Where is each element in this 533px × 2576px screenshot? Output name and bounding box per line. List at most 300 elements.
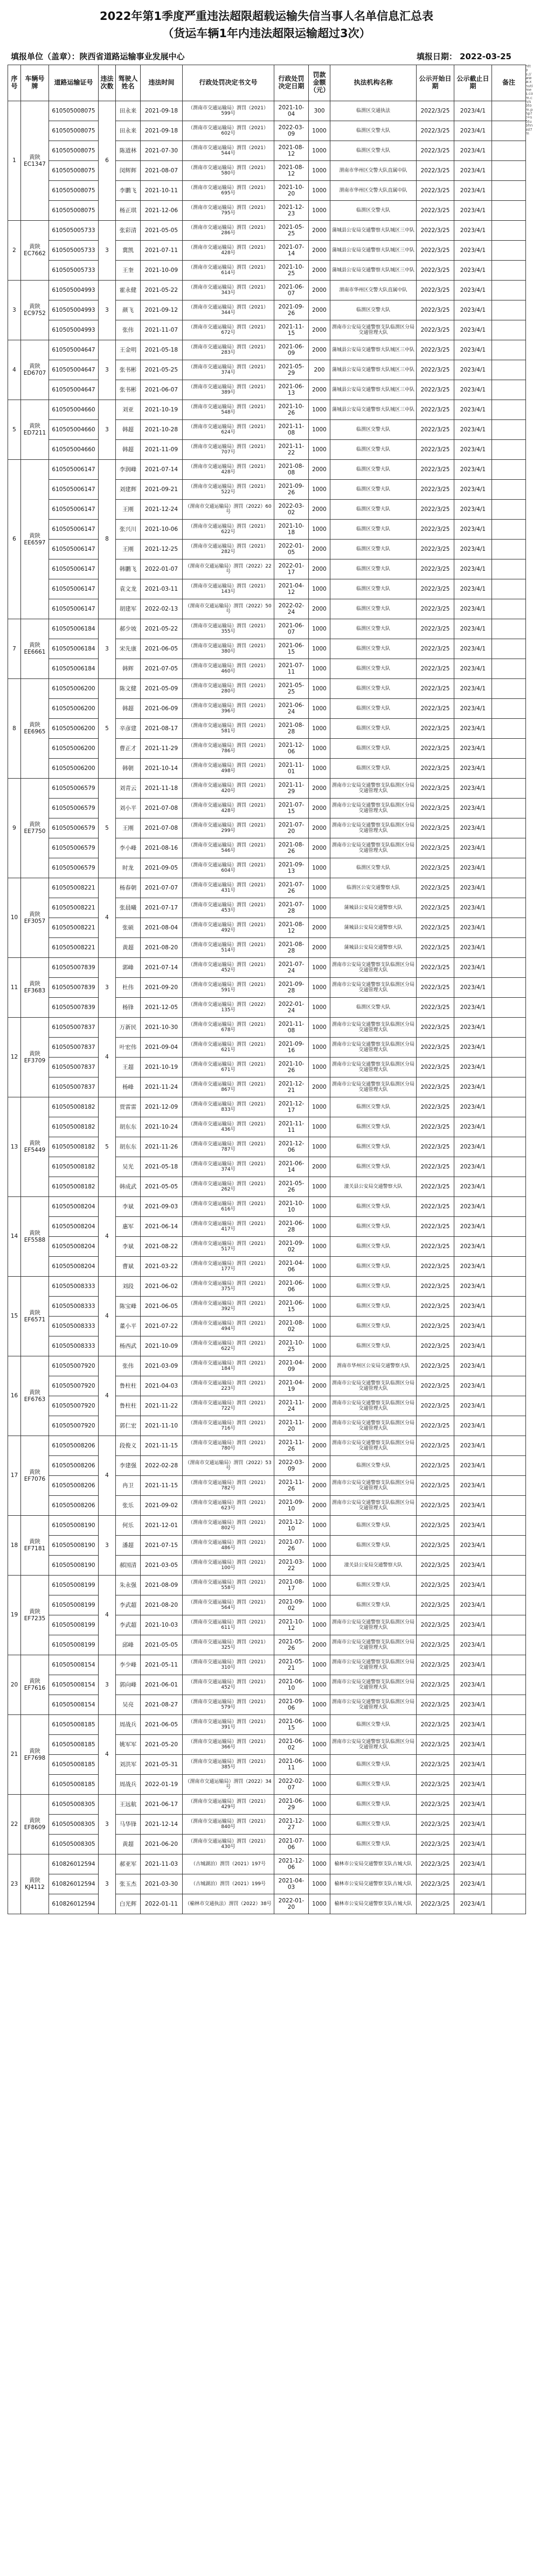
decision-date-cell: 2021-08-26 [274,838,309,858]
driver-name-cell: 张伟 [116,1356,141,1376]
violation-date-cell: 2021-09-18 [141,101,183,121]
remarks-cell [492,1217,526,1237]
violation-date-cell: 2021-05-22 [141,281,183,300]
agency-cell: 临渭区交警大队 [330,1715,417,1735]
violation-count-cell: 3 [99,400,116,460]
driver-name-cell: 郝国清 [116,1556,141,1576]
violation-date-cell: 2021-05-22 [141,619,183,639]
fine-amount-cell: 1000 [309,1336,330,1356]
violation-date-cell: 2021-03-22 [141,1257,183,1277]
violation-date-cell: 2021-05-25 [141,360,183,380]
agency-cell: 潼关县公安局交通警察大队 [330,1177,417,1197]
decision-date-cell: 2021-07-11 [274,659,309,679]
decision-date-cell: 2021-04-03 [274,1874,309,1894]
fine-amount-cell: 1000 [309,659,330,679]
decision-doc-cell: （渭南市交通运输局）渭罚（2021）299号 [183,818,274,838]
agency-cell: 临渭区交警大队 [330,480,417,500]
violation-count-cell: 4 [99,1197,116,1277]
permit-number-cell: 610505006200 [49,699,99,719]
decision-doc-cell: （渭南市交通运输局）渭罚（2021）786号 [183,739,274,759]
decision-date-cell: 2021-04-12 [274,579,309,599]
agency-cell: 蒲城县公安局交通警察大队城区三中队 [330,261,417,281]
table-row [8,460,526,480]
remarks-cell [492,679,526,699]
decision-date-cell: 2021-04-06 [274,1257,309,1277]
table-row [8,520,526,540]
decision-doc-cell: （渭南市交通运输局）渭罚（2021）385号 [183,1755,274,1775]
decision-date-cell: 2021-06-06 [274,1277,309,1297]
plate-number-cell: 黄陕EF6571 [21,1277,49,1356]
permit-number-cell: 610505008206 [49,1496,99,1516]
remarks-cell [492,818,526,838]
violation-date-cell: 2021-06-02 [141,1277,183,1297]
agency-cell: 渭南市华州区交警大队直属中队 [330,181,417,201]
decision-doc-cell: （渭南市交通运输局）渭罚（2021）366号 [183,1735,274,1755]
decision-doc-cell: （渭南市交通运输局）渭罚（2021）580号 [183,161,274,181]
driver-name-cell: 惠军 [116,1217,141,1237]
table-row [8,1137,526,1157]
row-number-cell: 18 [8,1516,21,1576]
driver-name-cell: 宋先康 [116,639,141,659]
permit-number-cell: 610505007839 [49,958,99,978]
violation-date-cell: 2021-11-10 [141,1416,183,1436]
remarks-cell [492,1755,526,1775]
remarks-cell [492,938,526,958]
decision-doc-cell: （渭南市交通运输局）渭罚（2021）494号 [183,1317,274,1336]
agency-cell: 渭南市公安局交通警察支队临渭区分局交通管理大队 [330,958,417,978]
violation-count-cell: 3 [99,619,116,679]
publicity-start-cell: 2022/3/25 [417,1177,454,1197]
fine-amount-cell: 1000 [309,1217,330,1237]
table-row [8,659,526,679]
publicity-start-cell: 2022/3/25 [417,898,454,918]
permit-number-cell: 610505007837 [49,1077,99,1097]
fine-amount-cell: 1000 [309,1277,330,1297]
agency-cell: 渭南市公安局交通警察支队临渭区分局交通管理大队 [330,1675,417,1695]
table-row [8,739,526,759]
publicity-start-cell: 2022/3/25 [417,1516,454,1536]
violation-date-cell: 2021-03-11 [141,579,183,599]
table-row [8,181,526,201]
publicity-end-cell: 2023/4/1 [454,1755,492,1775]
publicity-start-cell: 2022/3/25 [417,141,454,161]
fine-amount-cell: 2000 [309,599,330,619]
decision-doc-cell: （渭南市交通运输局）渭罚（2021）621号 [183,1038,274,1058]
remarks-cell [492,101,526,121]
publicity-start-cell: 2022/3/25 [417,1795,454,1815]
publicity-end-cell: 2023/4/1 [454,1695,492,1715]
violation-date-cell: 2021-05-05 [141,1635,183,1655]
decision-date-cell: 2021-06-07 [274,619,309,639]
driver-name-cell: 刘青云 [116,779,141,799]
decision-date-cell: 2021-06-15 [274,1297,309,1317]
decision-doc-cell: （渭南市交通运输局）渭罚（2021）280号 [183,679,274,699]
table-row [8,1436,526,1456]
fine-amount-cell: 1000 [309,978,330,998]
decision-doc-cell: （渭南市交通运输局）渭罚（2021）558号 [183,1576,274,1595]
plate-number-cell: 黄陕EF8609 [21,1795,49,1854]
publicity-end-cell: 2023/4/1 [454,520,492,540]
decision-date-cell: 2021-03-22 [274,1556,309,1576]
permit-number-cell: 610505008075 [49,141,99,161]
table-row [8,1356,526,1376]
permit-number-cell: 610505008182 [49,1097,99,1117]
publicity-start-cell: 2022/3/25 [417,818,454,838]
violation-date-cell: 2021-11-22 [141,1396,183,1416]
permit-number-cell: 610505006147 [49,520,99,540]
violation-date-cell: 2021-11-15 [141,1436,183,1456]
publicity-end-cell: 2023/4/1 [454,1097,492,1117]
remarks-cell [492,1635,526,1655]
violation-date-cell: 2021-06-17 [141,1795,183,1815]
table-row [8,1795,526,1815]
publicity-start-cell: 2022/3/25 [417,1117,454,1137]
remarks-cell [492,400,526,420]
remarks-cell [492,1456,526,1476]
violation-date-cell: 2021-06-05 [141,639,183,659]
table-row [8,559,526,579]
publicity-end-cell: 2023/4/1 [454,918,492,938]
agency-cell: 临渭区交警大队 [330,1516,417,1536]
publicity-start-cell: 2022/3/25 [417,360,454,380]
row-number-cell: 20 [8,1655,21,1715]
fine-amount-cell: 1000 [309,1715,330,1735]
decision-doc-cell: （渭南市交通运输局）渭罚（2022）135号 [183,998,274,1018]
fine-amount-cell: 1000 [309,639,330,659]
agency-cell: 蒲城县公安局交通警察大队 [330,938,417,958]
plate-number-cell: 黄陕EE6965 [21,679,49,779]
publicity-end-cell: 2023/4/1 [454,1476,492,1496]
driver-name-cell: 李小峰 [116,838,141,858]
agency-cell: 临渭区公安交通警察大队 [330,878,417,898]
decision-doc-cell: （渭南市交通运输局）渭罚（2021）622号 [183,1336,274,1356]
publicity-end-cell: 2023/4/1 [454,300,492,320]
remarks-cell [492,659,526,679]
violation-date-cell: 2021-03-05 [141,1556,183,1576]
decision-date-cell: 2021-12-17 [274,1097,309,1117]
decision-date-cell: 2021-09-06 [274,1695,309,1715]
table-row [8,1038,526,1058]
agency-cell: 渭南市华州区交警大队直属中队 [330,281,417,300]
driver-name-cell: 王超 [116,1058,141,1077]
permit-number-cell: 610505008333 [49,1336,99,1356]
publicity-start-cell: 2022/3/25 [417,1038,454,1058]
fine-amount-cell: 1000 [309,759,330,779]
permit-number-cell: 610505004660 [49,440,99,460]
decision-doc-cell: （渭南市交通运输局）渭罚（2021）602号 [183,121,274,141]
permit-number-cell: 610505007920 [49,1376,99,1396]
decision-date-cell: 2021-09-10 [274,1496,309,1516]
publicity-start-cell: 2022/3/25 [417,460,454,480]
permit-number-cell: 610505004647 [49,360,99,380]
agency-cell: 渭南市公安局交通警察支队临渭区分局交通管理大队 [330,1376,417,1396]
fine-amount-cell: 1000 [309,878,330,898]
publicity-end-cell: 2023/4/1 [454,201,492,221]
publicity-end-cell: 2023/4/1 [454,1615,492,1635]
violation-date-cell: 2021-09-05 [141,858,183,878]
decision-date-cell: 2021-07-15 [274,799,309,818]
violation-date-cell: 2022-01-19 [141,1775,183,1795]
agency-cell: 蒲城县公安局交通警察大队 [330,918,417,938]
publicity-end-cell: 2023/4/1 [454,1038,492,1058]
fine-amount-cell: 1000 [309,1854,330,1874]
agency-cell: 蒲城县公安局交通警察大队城区三中队 [330,400,417,420]
plate-number-cell: 黄陕EF7076 [21,1436,49,1516]
fine-amount-cell: 1000 [309,1675,330,1695]
fine-amount-cell: 2000 [309,1356,330,1376]
publicity-end-cell: 2023/4/1 [454,739,492,759]
violation-date-cell: 2021-11-15 [141,1476,183,1496]
publicity-start-cell: 2022/3/25 [417,380,454,400]
remarks-cell [492,858,526,878]
driver-name-cell: 董小平 [116,1317,141,1336]
fine-amount-cell: 200 [309,360,330,380]
fine-amount-cell: 2000 [309,1436,330,1456]
publicity-end-cell: 2023/4/1 [454,639,492,659]
violation-count-cell: 5 [99,779,116,878]
violation-date-cell: 2021-05-18 [141,1157,183,1177]
decision-date-cell: 2021-12-06 [274,739,309,759]
driver-name-cell: 胡东东 [116,1117,141,1137]
publicity-end-cell: 2023/4/1 [454,1237,492,1257]
fine-amount-cell: 1000 [309,1615,330,1635]
publicity-end-cell: 2023/4/1 [454,1117,492,1137]
remarks-cell [492,739,526,759]
agency-cell: 蒲城县公安局交通警察大队城区三中队 [330,340,417,360]
publicity-end-cell: 2023/4/1 [454,1356,492,1376]
remarks-cell [492,1356,526,1376]
decision-date-cell: 2021-11-08 [274,420,309,440]
agency-cell: 蒲城县公安局交通警察大队城区三中队 [330,360,417,380]
permit-number-cell: 610505006147 [49,559,99,579]
publicity-end-cell: 2023/4/1 [454,898,492,918]
decision-date-cell: 2021-07-28 [274,898,309,918]
driver-name-cell: 郭峰 [116,958,141,978]
publicity-start-cell: 2022/3/25 [417,1496,454,1516]
column-header: 驾驶人姓名 [116,65,141,101]
permit-number-cell: 610826012594 [49,1854,99,1874]
publicity-end-cell: 2023/4/1 [454,1516,492,1536]
permit-number-cell: 610505008221 [49,938,99,958]
fine-amount-cell: 1000 [309,998,330,1018]
decision-doc-cell: （渭南市交通运输局）渭罚（2021）780号 [183,1436,274,1456]
agency-cell: 蒲城县公安局交通警察大队城区三中队 [330,221,417,241]
decision-date-cell: 2021-05-25 [274,679,309,699]
agency-cell: 临渭区交警大队 [330,679,417,699]
decision-date-cell: 2021-08-28 [274,938,309,958]
decision-date-cell: 2021-11-01 [274,759,309,779]
decision-doc-cell: （渭南市交通运输局）渭罚（2022）50号 [183,599,274,619]
driver-name-cell: 张书彬 [116,380,141,400]
violation-count-cell: 3 [99,281,116,340]
permit-number-cell: 610505006184 [49,619,99,639]
table-row [8,1297,526,1317]
decision-date-cell: 2022-01-20 [274,1894,309,1914]
fine-amount-cell: 1000 [309,480,330,500]
driver-name-cell: 白光辉 [116,1894,141,1914]
decision-doc-cell: （渭南市交通运输局）渭罚（2021）672号 [183,320,274,340]
decision-doc-cell: （渭南市交通运输局）渭罚（2021）716号 [183,1416,274,1436]
publicity-end-cell: 2023/4/1 [454,619,492,639]
agency-cell: 临渭区交警大队 [330,500,417,520]
decision-date-cell: 2021-10-26 [274,1058,309,1077]
decision-doc-cell: （渭南市交通运输局）渭罚（2021）282号 [183,540,274,559]
publicity-start-cell: 2022/3/25 [417,1277,454,1297]
decision-doc-cell: （渭南市交通运输局）渭罚（2021）522号 [183,480,274,500]
violation-date-cell: 2021-12-09 [141,1097,183,1117]
publicity-start-cell: 2022/3/25 [417,579,454,599]
driver-name-cell: 郭向峰 [116,1675,141,1695]
document-subtitle: （货运车辆1年内违法超限运输超过3次） [162,27,371,40]
remarks-cell [492,1595,526,1615]
driver-name-cell: 李少峰 [116,1655,141,1675]
publicity-start-cell: 2022/3/25 [417,1835,454,1854]
publicity-start-cell: 2022/3/25 [417,1018,454,1038]
column-header: 罚款金额（元） [309,65,330,101]
decision-date-cell: 2021-12-21 [274,1077,309,1097]
violation-date-cell: 2021-05-11 [141,1655,183,1675]
publicity-end-cell: 2023/4/1 [454,1576,492,1595]
violation-date-cell: 2021-07-14 [141,958,183,978]
permit-number-cell: 610826012594 [49,1874,99,1894]
plate-number-cell: 黄陕EF7616 [21,1655,49,1715]
violation-date-cell: 2021-07-11 [141,241,183,261]
plate-number-cell: 黄陕EC9752 [21,281,49,340]
driver-name-cell: 曹正才 [116,739,141,759]
violation-count-cell: 3 [99,1516,116,1576]
decision-doc-cell: （渭南市交通运输局）渭罚（2021）678号 [183,1018,274,1038]
decision-date-cell: 2021-07-24 [274,958,309,978]
fine-amount-cell: 1000 [309,679,330,699]
plate-number-cell: 黄陕EF3709 [21,1018,49,1097]
decision-date-cell: 2022-02-07 [274,1775,309,1795]
table-row [8,440,526,460]
fine-amount-cell: 1000 [309,1874,330,1894]
publicity-end-cell: 2023/4/1 [454,1874,492,1894]
driver-name-cell: 张晨曦 [116,898,141,918]
permit-number-cell: 610505008075 [49,121,99,141]
table-row [8,1277,526,1297]
fine-amount-cell: 1000 [309,1297,330,1317]
violation-count-cell: 5 [99,679,116,779]
decision-date-cell: 2021-06-28 [274,1217,309,1237]
remarks-cell [492,978,526,998]
violation-date-cell: 2021-06-09 [141,699,183,719]
table-row [8,699,526,719]
permit-number-cell: 610505008154 [49,1695,99,1715]
decision-date-cell: 2022-03-02 [274,500,309,520]
remarks-cell [492,1815,526,1835]
decision-doc-cell: （古城湖泊）渭罚（2021）199号 [183,1874,274,1894]
table-row [8,1815,526,1835]
decision-doc-cell: （渭南市交通运输局）渭罚（2022）22号 [183,559,274,579]
permit-number-cell: 610505008204 [49,1217,99,1237]
remarks-cell [492,1436,526,1456]
publicity-start-cell: 2022/3/25 [417,300,454,320]
violation-date-cell: 2021-07-22 [141,1317,183,1336]
column-header: 序号 [8,65,21,101]
row-number-cell: 8 [8,679,21,779]
violation-date-cell: 2021-05-20 [141,1735,183,1755]
permit-number-cell: 610505008182 [49,1137,99,1157]
fine-amount-cell: 1000 [309,1556,330,1576]
decision-doc-cell: （渭南市交通运输局）渭罚（2021）707号 [183,440,274,460]
table-row [8,1854,526,1874]
publicity-end-cell: 2023/4/1 [454,1297,492,1317]
remarks-cell [492,161,526,181]
violation-count-cell: 4 [99,878,116,958]
permit-number-cell: 610505008182 [49,1157,99,1177]
driver-name-cell: 刘小平 [116,799,141,818]
publicity-start-cell: 2022/3/25 [417,659,454,679]
agency-cell: 临渭区交警大队 [330,1775,417,1795]
publicity-start-cell: 2022/3/25 [417,599,454,619]
driver-name-cell: 张硕 [116,918,141,938]
driver-name-cell: 王刚 [116,540,141,559]
column-header: 公示开始日期 [417,65,454,101]
decision-date-cell: 2021-06-13 [274,380,309,400]
publicity-end-cell: 2023/4/1 [454,540,492,559]
publicity-start-cell: 2022/3/25 [417,1775,454,1795]
agency-cell: 渭南市公安局交通警察支队临渭区分局交通管理大队 [330,1476,417,1496]
agency-cell: 榆林市公安局交通警察支队古城大队 [330,1894,417,1914]
agency-cell: 临渭区交警大队 [330,1237,417,1257]
publicity-start-cell: 2022/3/25 [417,121,454,141]
decision-doc-cell: （渭南市交通运输局）渭罚（2021）375号 [183,1277,274,1297]
remarks-cell [492,1277,526,1297]
publicity-end-cell: 2023/4/1 [454,1795,492,1815]
violation-count-cell: 3 [99,1655,116,1715]
violation-date-cell: 2021-07-05 [141,659,183,679]
remarks-cell [492,1516,526,1536]
decision-doc-cell: （渭南市交通运输局）渭罚（2021）616号 [183,1197,274,1217]
decision-date-cell: 2021-08-12 [274,141,309,161]
publicity-end-cell: 2023/4/1 [454,1556,492,1576]
driver-name-cell: 冀凯 [116,241,141,261]
decision-date-cell: 2021-08-08 [274,460,309,480]
column-header: 行政处罚决定日期 [274,65,309,101]
side-url-text: https://www.xnutimes.com.cn/sbtom.php?t=s5tubhnzd7m [525,65,533,136]
decision-doc-cell: （渭南市交通运输局）渭罚（2021）355号 [183,619,274,639]
driver-name-cell: 李斌 [116,1237,141,1257]
permit-number-cell: 610505006147 [49,599,99,619]
violation-count-cell: 3 [99,1795,116,1854]
violation-count-cell: 4 [99,1277,116,1356]
publicity-end-cell: 2023/4/1 [454,938,492,958]
permit-number-cell: 610505006200 [49,739,99,759]
table-row [8,1237,526,1257]
fine-amount-cell: 2000 [309,818,330,838]
remarks-cell [492,1317,526,1336]
table-row [8,679,526,699]
decision-doc-cell: （渭南市交通运输局）渭罚（2021）452号 [183,958,274,978]
decision-doc-cell: （渭南市交通运输局）渭罚（2021）611号 [183,1615,274,1635]
remarks-cell [492,1018,526,1038]
agency-cell: 渭南市公安局交通警察支队临渭区分局交通管理大队 [330,1735,417,1755]
fine-amount-cell: 1000 [309,1117,330,1137]
driver-name-cell: 张书彬 [116,360,141,380]
agency-cell: 渭南市公安局交通警察支队临渭区分局交通管理大队 [330,1416,417,1436]
table-row [8,261,526,281]
decision-doc-cell: （渭南市交通运输局）渭罚（2021）100号 [183,1556,274,1576]
violation-date-cell: 2021-09-20 [141,978,183,998]
publicity-end-cell: 2023/4/1 [454,480,492,500]
publicity-end-cell: 2023/4/1 [454,958,492,978]
driver-name-cell: 王刚 [116,818,141,838]
fine-amount-cell: 2000 [309,241,330,261]
fine-amount-cell: 2000 [309,221,330,241]
remarks-cell [492,201,526,221]
